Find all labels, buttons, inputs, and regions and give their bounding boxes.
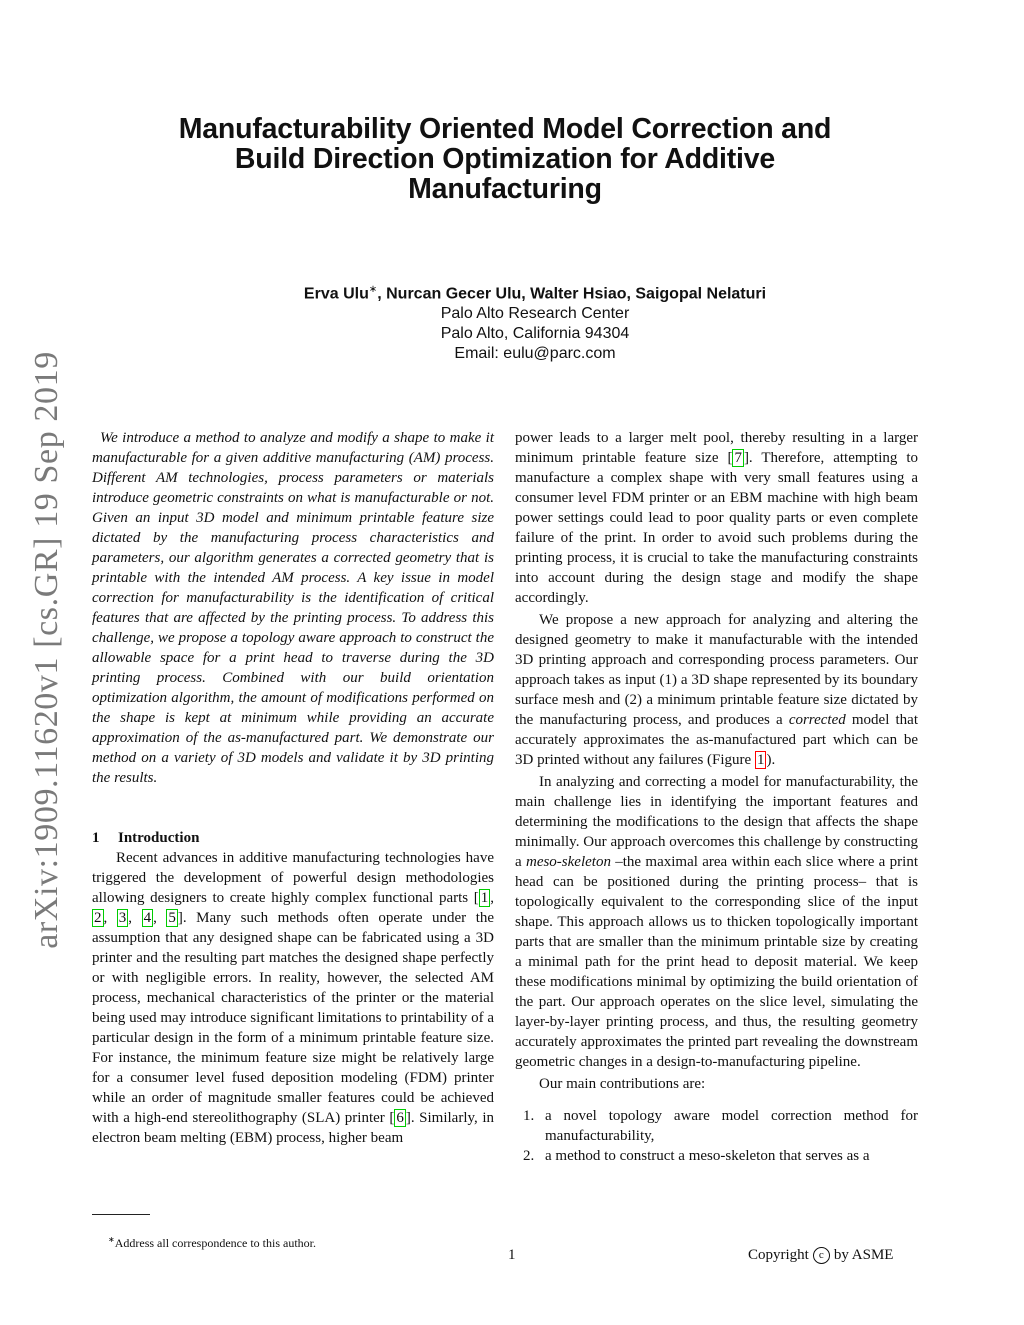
footnote-rule [92, 1214, 150, 1215]
title-line: Manufacturability Oriented Model Correction and [178, 113, 832, 145]
citation-link[interactable]: 5 [168, 910, 176, 926]
footnote: ∗Address all correspondence to this author. [108, 1235, 316, 1250]
intro-paragraph-1-cont: power leads to a larger melt pool, thereby resulting in a larger minimum printable feature size [ 7 ]. Therefore, attempting to manufacture a complex shape with very small features using a consumer level FDM printer or an EBM machine with high beam power settings could lead to poor quality parts or even complete failure of the print. In order to avoid such problems during the printing process, it is crucial to take the manufacturing constraints into account during the design stage and modify the shape accordingly. [515, 430, 918, 606]
title-line: Manufacturing [408, 173, 602, 205]
abstract: We introduce a method to analyze and modify a shape to make it manufacturable for a given additive manufacturing (AM) process. Different AM technologies, process parameters or materials introduce geometric constraints on what is manufacturable or not. Given an input 3D model and minimum printable feature size dictated by the manufacturing process characteristics and parameters, our algorithm generates a corrected geometry that is printable with the intended AM process. A key issue in model correction for manufacturability is the identification of critical features that are affected by the printing process. To address this challenge, we propose a topology aware approach to construct the allowable space for a print head to traverse during the 3D printing process. Combined with our build orientation optimization algorithm, the amount of modifications performed on the shape is kept at minimum while providing an accurate approximation of the as-manufactured part. We demonstrate our method on a variety of 3D models and validate it by 3D printing the results. [92, 430, 494, 786]
affiliation: Palo Alto Research Center [440, 305, 630, 323]
citation-link[interactable]: 4 [143, 910, 152, 926]
list-item: 1. a novel topology aware model correction method for manufacturability, [523, 1108, 918, 1144]
intro-paragraph-1: Recent advances in additive manufacturing technologies have triggered the development of powerful design methodologies allowing designers to create highly complex functional parts [ 1 , 2 , 3 , 4 , 5 ]. Many such methods often operate under the assumption that any designed shape can be fabricated using a 3D printer and the resulting part matches the designed shape perfectly or with negligible errors. In reality, however, the selected AM process, mechanical characteristics of the printer or the material being used may introduce significant limitations to printability of a particular design in the form of a minimum printable feature size. For instance, the minimum feature size might be relatively large for a consumer level fused deposition modeling (FDM) printer while an order of magnitude smaller features could be achieved with a high-end stereolithography (SLA) printer [ 6 ]. Similarly, in electron beam melting (EBM) process, higher beam [92, 850, 495, 1146]
citation-link[interactable]: 7 [734, 450, 742, 466]
copyright-icon: c [813, 1247, 830, 1264]
paper-title [140, 114, 870, 204]
page-number: 1 [508, 1247, 516, 1263]
citation-link[interactable]: 1 [480, 890, 489, 906]
list-item: 2. a method to construct a meso-skeleton that serves as a [523, 1148, 870, 1164]
author-block [270, 280, 800, 364]
intro-paragraph-4: Our main contributions are: [539, 1076, 706, 1092]
author-list: Erva Ulu∗, Nurcan Gecer Ulu, Walter Hsiao, Saigopal Nelaturi [303, 284, 767, 303]
location: Palo Alto, California 94304 [440, 325, 630, 343]
intro-paragraph-3: In analyzing and correcting a model for manufacturability, the main challenge lies in identifying the important features and determining the modifications to the design that affects the shape minimally. Our approach overcomes this challenge by constructing a meso-skeleton –the maximal area within each slice where a print head can be positioned during the printing process– that is topologically equivalent to the corresponding slice of the input shape. This approach allows us to thicken topologically important parts that are smaller than the minimum printable size by creating a minimal path for the print head to deposit material. We keep these modifications minimal by optimizing the build orientation of the part. Our approach operates on the slice level, simulating the layer-by-layer printing process, and thus, the resulting geometry accurately approximates the printed part revealing the downstream geometric changes in a design-to-manufacturing pipeline. [515, 774, 918, 1070]
title-line: Build Direction Optimization for Additive [234, 143, 776, 175]
intro-paragraph-2: We propose a new approach for analyzing and altering the designed geometry to make it manufacturable with the intended 3D printing approach and corresponding process parameters. Our approach takes as input (1) a 3D shape represented by its boundary surface mesh and (2) a minimum printable feature size dictated by the manufacturing process, and produces a corrected model that accurately approximates the as-manufactured part which can be 3D printed without any failures (Figure 1 ). [515, 612, 918, 768]
left-column [92, 428, 494, 1148]
contributions-list [515, 1106, 918, 1166]
citation-link[interactable]: 6 [396, 1110, 404, 1126]
right-column [515, 428, 918, 1166]
section-heading: 1 Introduction [92, 830, 200, 846]
citation-link[interactable]: 3 [118, 910, 127, 926]
citation-link[interactable]: 2 [94, 910, 102, 926]
email: Email: eulu@parc.com [454, 345, 616, 363]
figure-link[interactable]: 1 [756, 752, 765, 768]
copyright-notice: Copyright c by ASME [748, 1247, 894, 1263]
